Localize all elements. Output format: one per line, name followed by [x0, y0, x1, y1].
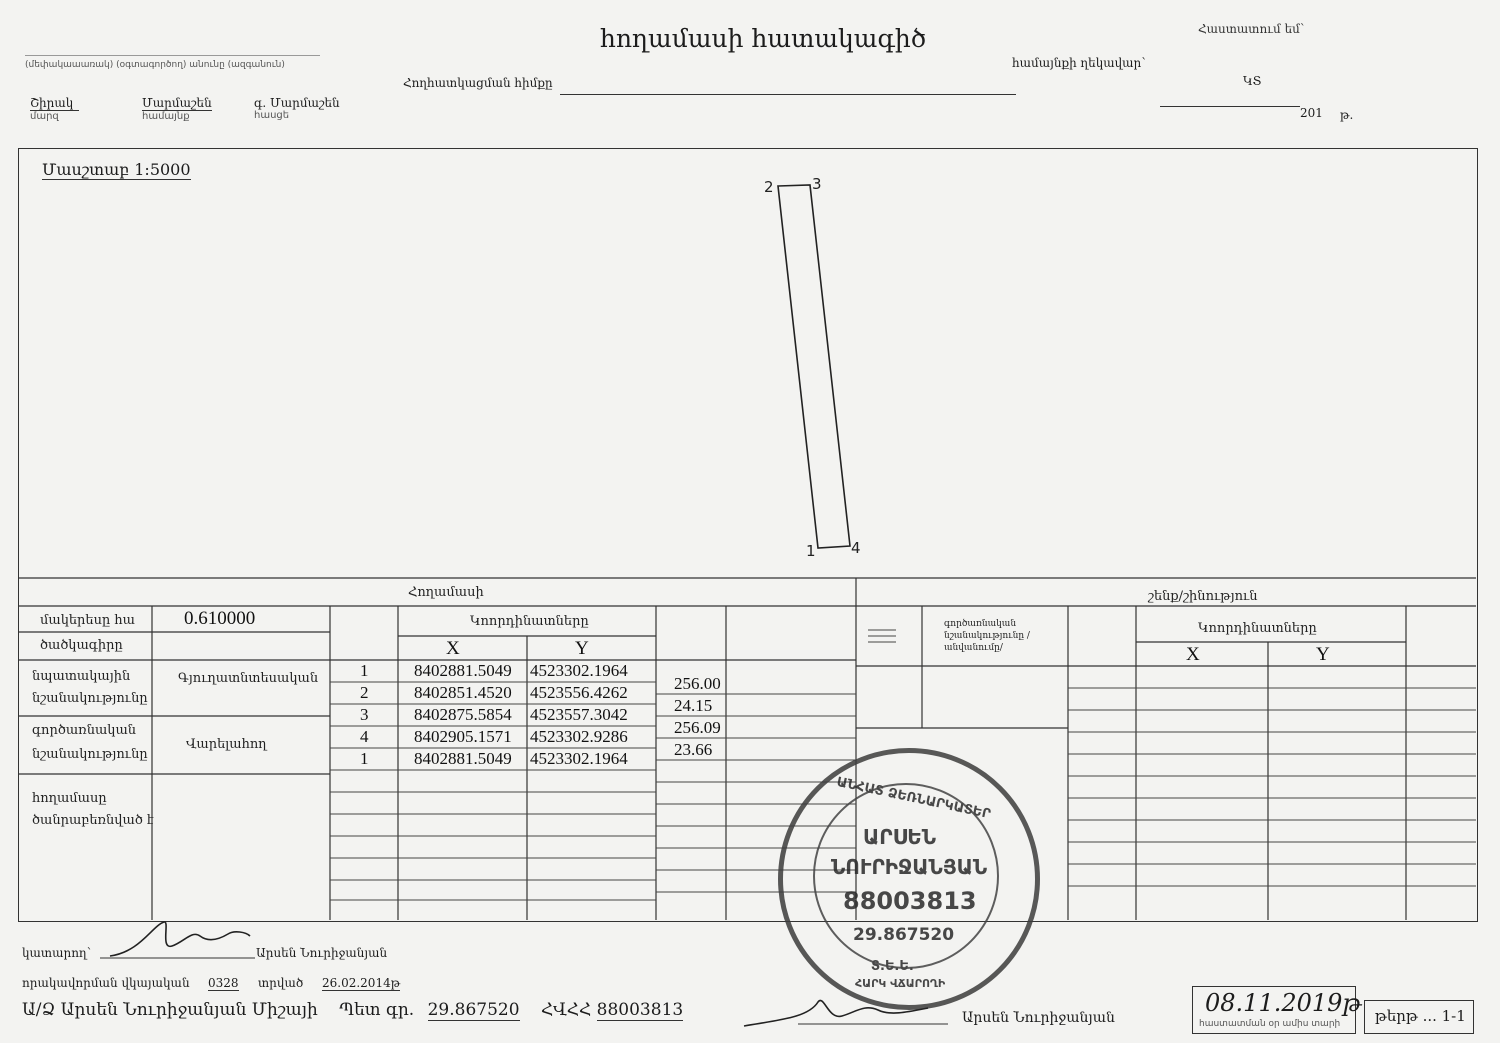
seal-reg: 29.867520	[853, 925, 955, 945]
tin-number: 88003813	[596, 1000, 684, 1020]
entity-line	[22, 1000, 683, 1020]
seal-id: 88003813	[843, 887, 977, 915]
table-row	[330, 727, 656, 749]
seal-name-2: ՆՈՒՐԻՋԱՆՅԱՆ	[831, 855, 988, 879]
row-y: 4523557.3042	[530, 705, 628, 724]
page-title: հողամասի հատակագիծ	[600, 24, 927, 53]
length-4: 23.66	[674, 740, 713, 759]
approval-date-value: 08.11.2019թ	[1205, 989, 1362, 1017]
tin-label: ՀՎՀՀ	[540, 1000, 592, 1020]
approver-signature	[738, 990, 958, 1035]
registration-label: Պետ գր.	[339, 1000, 415, 1020]
row-x: 8402881.5049	[414, 661, 512, 680]
building-purpose-label: գործառնական նշանակությունը / անվանումը/	[944, 619, 1030, 653]
seal-ring-text: ԱՆՀԱՏ ՁԵՌՆԱՐԿԱՏԵՐ	[835, 774, 992, 823]
purpose-label-2: նշանակությունը	[32, 691, 148, 706]
row-y: 4523302.9286	[530, 727, 628, 746]
approval-date-caption: հաստատման օր ամիս տարի	[1199, 1019, 1341, 1029]
x-header: X	[446, 638, 460, 659]
region-caption: մարզ	[30, 111, 59, 122]
row-x: 8402905.1571	[414, 727, 512, 746]
license-number: 0328	[208, 976, 239, 990]
seal-name-1: ԱՐՍԵՆ	[863, 825, 937, 849]
region-value: Շիրակ	[30, 96, 79, 111]
function-value: Վարելահող	[186, 737, 267, 752]
executor-signature	[100, 916, 260, 966]
building-x-header: X	[1186, 644, 1200, 665]
row-number: 2	[360, 683, 369, 702]
servitude-label-2: ծանրաբեռնված է	[32, 813, 154, 828]
point-label-4: 4	[851, 539, 861, 557]
village-value: գ. Մարմաշեն	[254, 96, 340, 110]
purpose-label-1: նպատակային	[32, 669, 131, 684]
ks-label: ԿՏ	[1243, 74, 1262, 88]
approval-date-box	[1192, 986, 1362, 1034]
y-header: Y	[575, 638, 589, 659]
village-caption: հասցե	[254, 110, 290, 121]
row-y: 4523302.1964	[530, 661, 628, 680]
length-1: 256.00	[674, 674, 721, 693]
row-y: 4523302.1964	[530, 749, 628, 768]
table-row	[330, 749, 656, 771]
length-3: 256.09	[674, 718, 721, 737]
basis-label: Հողհատկացման հիմքը	[403, 76, 553, 90]
scale-label: Մասշտաբ 1:5000	[42, 160, 191, 179]
approved-label: Հաստատում եմ՝	[1198, 22, 1305, 36]
signer-name: Արսեն Նուրիջանյան	[962, 1010, 1115, 1026]
building-coords-title: Կոորդինատները	[1198, 621, 1317, 636]
function-label-2: նշանակությունը	[32, 747, 148, 762]
length-2: 24.15	[674, 696, 713, 715]
table-row	[330, 705, 656, 727]
point-label-2: 2	[764, 178, 774, 196]
row-x: 8402881.5049	[414, 749, 512, 768]
owner-caption: (մեփակաաառակ) (օգտագործող) անունը (ազգանուն)	[25, 60, 285, 70]
area-value: 0.610000	[184, 608, 256, 629]
entity-name: Ա/Ձ Արսեն Նուրիջանյան Միշայի	[22, 1000, 318, 1020]
building-section-title: շենք/շինություն	[1148, 589, 1258, 604]
purpose-value: Գյուղատնտեսական	[178, 671, 319, 686]
sheet-box	[1364, 1000, 1474, 1034]
coordinate-rows	[330, 661, 656, 771]
row-number: 3	[360, 705, 369, 724]
function-label-1: գործառնական	[32, 723, 137, 738]
executor-label: կատարող՝	[22, 946, 91, 960]
land-section-title: Հողամասի	[408, 585, 484, 600]
registration-number: 29.867520	[427, 1000, 520, 1020]
building-y-header: Y	[1316, 644, 1330, 665]
servitude-label-1: հողամասը	[32, 791, 107, 806]
row-number: 4	[360, 727, 369, 746]
row-number: 1	[360, 749, 369, 768]
year-p: թ.	[1340, 108, 1354, 122]
point-label-1: 1	[806, 542, 816, 560]
table-row	[330, 683, 656, 705]
cadastral-label: ծածկագիրը	[40, 638, 123, 653]
executor-name: Արսեն Նուրիջանյան	[256, 946, 388, 960]
row-x: 8402875.5854	[414, 705, 512, 724]
coords-title: Կոորդինատները	[470, 614, 589, 629]
issued-label: տրված	[258, 976, 304, 990]
community-caption: համայնք	[142, 111, 190, 122]
community-value: Մարմաշեն	[142, 96, 212, 110]
seal-bottom-text: ՀԱՐԿ ՎՃԱՐՈՂԻ	[855, 977, 946, 990]
seal-sb: Տ.Ե.Ե.	[871, 959, 914, 974]
table-row	[330, 661, 656, 683]
row-x: 8402851.4520	[414, 683, 512, 702]
point-label-3: 3	[812, 175, 822, 193]
row-y: 4523556.4262	[530, 683, 628, 702]
community-head-label: համայնքի ղեկավար՝	[1012, 56, 1146, 70]
sheet-label: թերթ ... 1-1	[1375, 1007, 1466, 1025]
issued-date: 26.02.2014թ	[322, 976, 401, 990]
year-label: 201	[1300, 106, 1323, 120]
license-label: որակավորման վկայական	[22, 976, 190, 990]
official-seal	[778, 748, 1040, 1010]
row-number: 1	[360, 661, 369, 680]
area-label: մակերեսը հա	[40, 613, 135, 628]
